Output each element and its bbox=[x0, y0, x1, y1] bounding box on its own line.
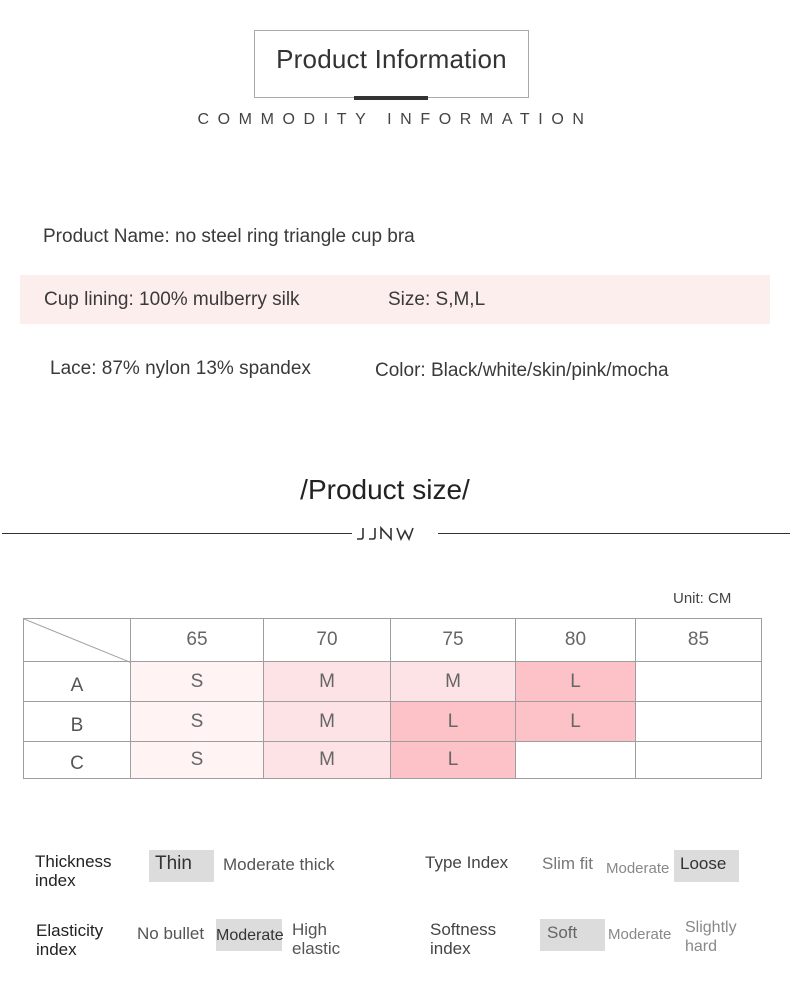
column-header: 85 bbox=[635, 618, 762, 662]
softness-option-slightly-hard bbox=[685, 918, 737, 956]
divider-right bbox=[438, 533, 790, 534]
softness-slightly-line1: Slightly bbox=[685, 919, 737, 936]
table-cell: M bbox=[263, 701, 391, 742]
divider-left bbox=[2, 533, 352, 534]
table-cell: L bbox=[515, 661, 636, 702]
column-header: 75 bbox=[390, 618, 516, 662]
table-cell bbox=[635, 661, 762, 702]
table-cell: L bbox=[515, 701, 636, 742]
elasticity-label-line2: index bbox=[36, 940, 77, 959]
softness-option-moderate: Moderate bbox=[608, 926, 672, 943]
elasticity-index-label bbox=[36, 921, 103, 959]
type-option-loose: Loose bbox=[674, 850, 739, 882]
type-index-label: Type Index bbox=[425, 853, 509, 872]
table-cell: S bbox=[130, 701, 264, 742]
lace-info: Lace: 87% nylon 13% spandex bbox=[50, 358, 311, 379]
table-cell: L bbox=[390, 741, 516, 779]
table-cell bbox=[515, 741, 636, 779]
softness-slightly-line2: hard bbox=[685, 938, 718, 955]
table-cell: S bbox=[130, 661, 264, 702]
elasticity-high-line2: elastic bbox=[292, 939, 341, 958]
page-title: Product Information bbox=[276, 44, 507, 74]
type-option-moderate: Moderate bbox=[606, 860, 670, 877]
table-cell bbox=[635, 741, 762, 779]
type-option-slim-fit: Slim fit bbox=[542, 854, 593, 873]
table-cell bbox=[635, 701, 762, 742]
size-table bbox=[23, 618, 762, 779]
softness-label-line1: Softness bbox=[430, 920, 497, 939]
thickness-option-thin: Thin bbox=[149, 850, 214, 882]
unit-label: Unit: CM bbox=[673, 590, 732, 607]
page-subtitle: COMMODITY INFORMATION bbox=[197, 111, 593, 128]
elasticity-option-high-elastic bbox=[292, 920, 340, 958]
table-corner-cell bbox=[23, 618, 131, 662]
table-cell: M bbox=[390, 661, 516, 702]
softness-option-soft: Soft bbox=[540, 919, 605, 951]
diagonal-line bbox=[24, 619, 132, 663]
table-cell: M bbox=[263, 661, 391, 702]
column-header: 65 bbox=[130, 618, 264, 662]
size-heading: /Product size/ bbox=[300, 474, 470, 505]
thickness-option-moderate-thick: Moderate thick bbox=[223, 855, 335, 874]
column-header: 70 bbox=[263, 618, 391, 662]
title-underline bbox=[354, 96, 428, 100]
table-cell: L bbox=[390, 701, 516, 742]
elasticity-label-line1: Elasticity bbox=[36, 921, 104, 940]
product-name: Product Name: no steel ring triangle cup bra bbox=[43, 226, 415, 247]
elasticity-option-no-bullet: No bullet bbox=[137, 924, 205, 943]
cup-lining: Cup lining: 100% mulberry silk bbox=[44, 289, 300, 310]
color-info: Color: Black/white/skin/pink/mocha bbox=[375, 360, 669, 381]
row-header: A bbox=[23, 661, 131, 702]
thickness-label-line1: Thickness bbox=[35, 852, 112, 871]
elasticity-high-line1: High bbox=[292, 920, 327, 939]
thickness-label-line2: index bbox=[35, 871, 76, 890]
thickness-index-label bbox=[35, 852, 112, 890]
table-cell: S bbox=[130, 741, 264, 779]
table-cell: M bbox=[263, 741, 391, 779]
row-header: C bbox=[23, 741, 131, 779]
elasticity-option-moderate: Moderate bbox=[216, 919, 282, 951]
brand-logo bbox=[355, 525, 435, 541]
row-header: B bbox=[23, 701, 131, 742]
column-header: 80 bbox=[515, 618, 636, 662]
softness-label-line2: index bbox=[430, 939, 471, 958]
softness-index-label bbox=[430, 920, 496, 958]
size-info: Size: S,M,L bbox=[388, 289, 486, 310]
